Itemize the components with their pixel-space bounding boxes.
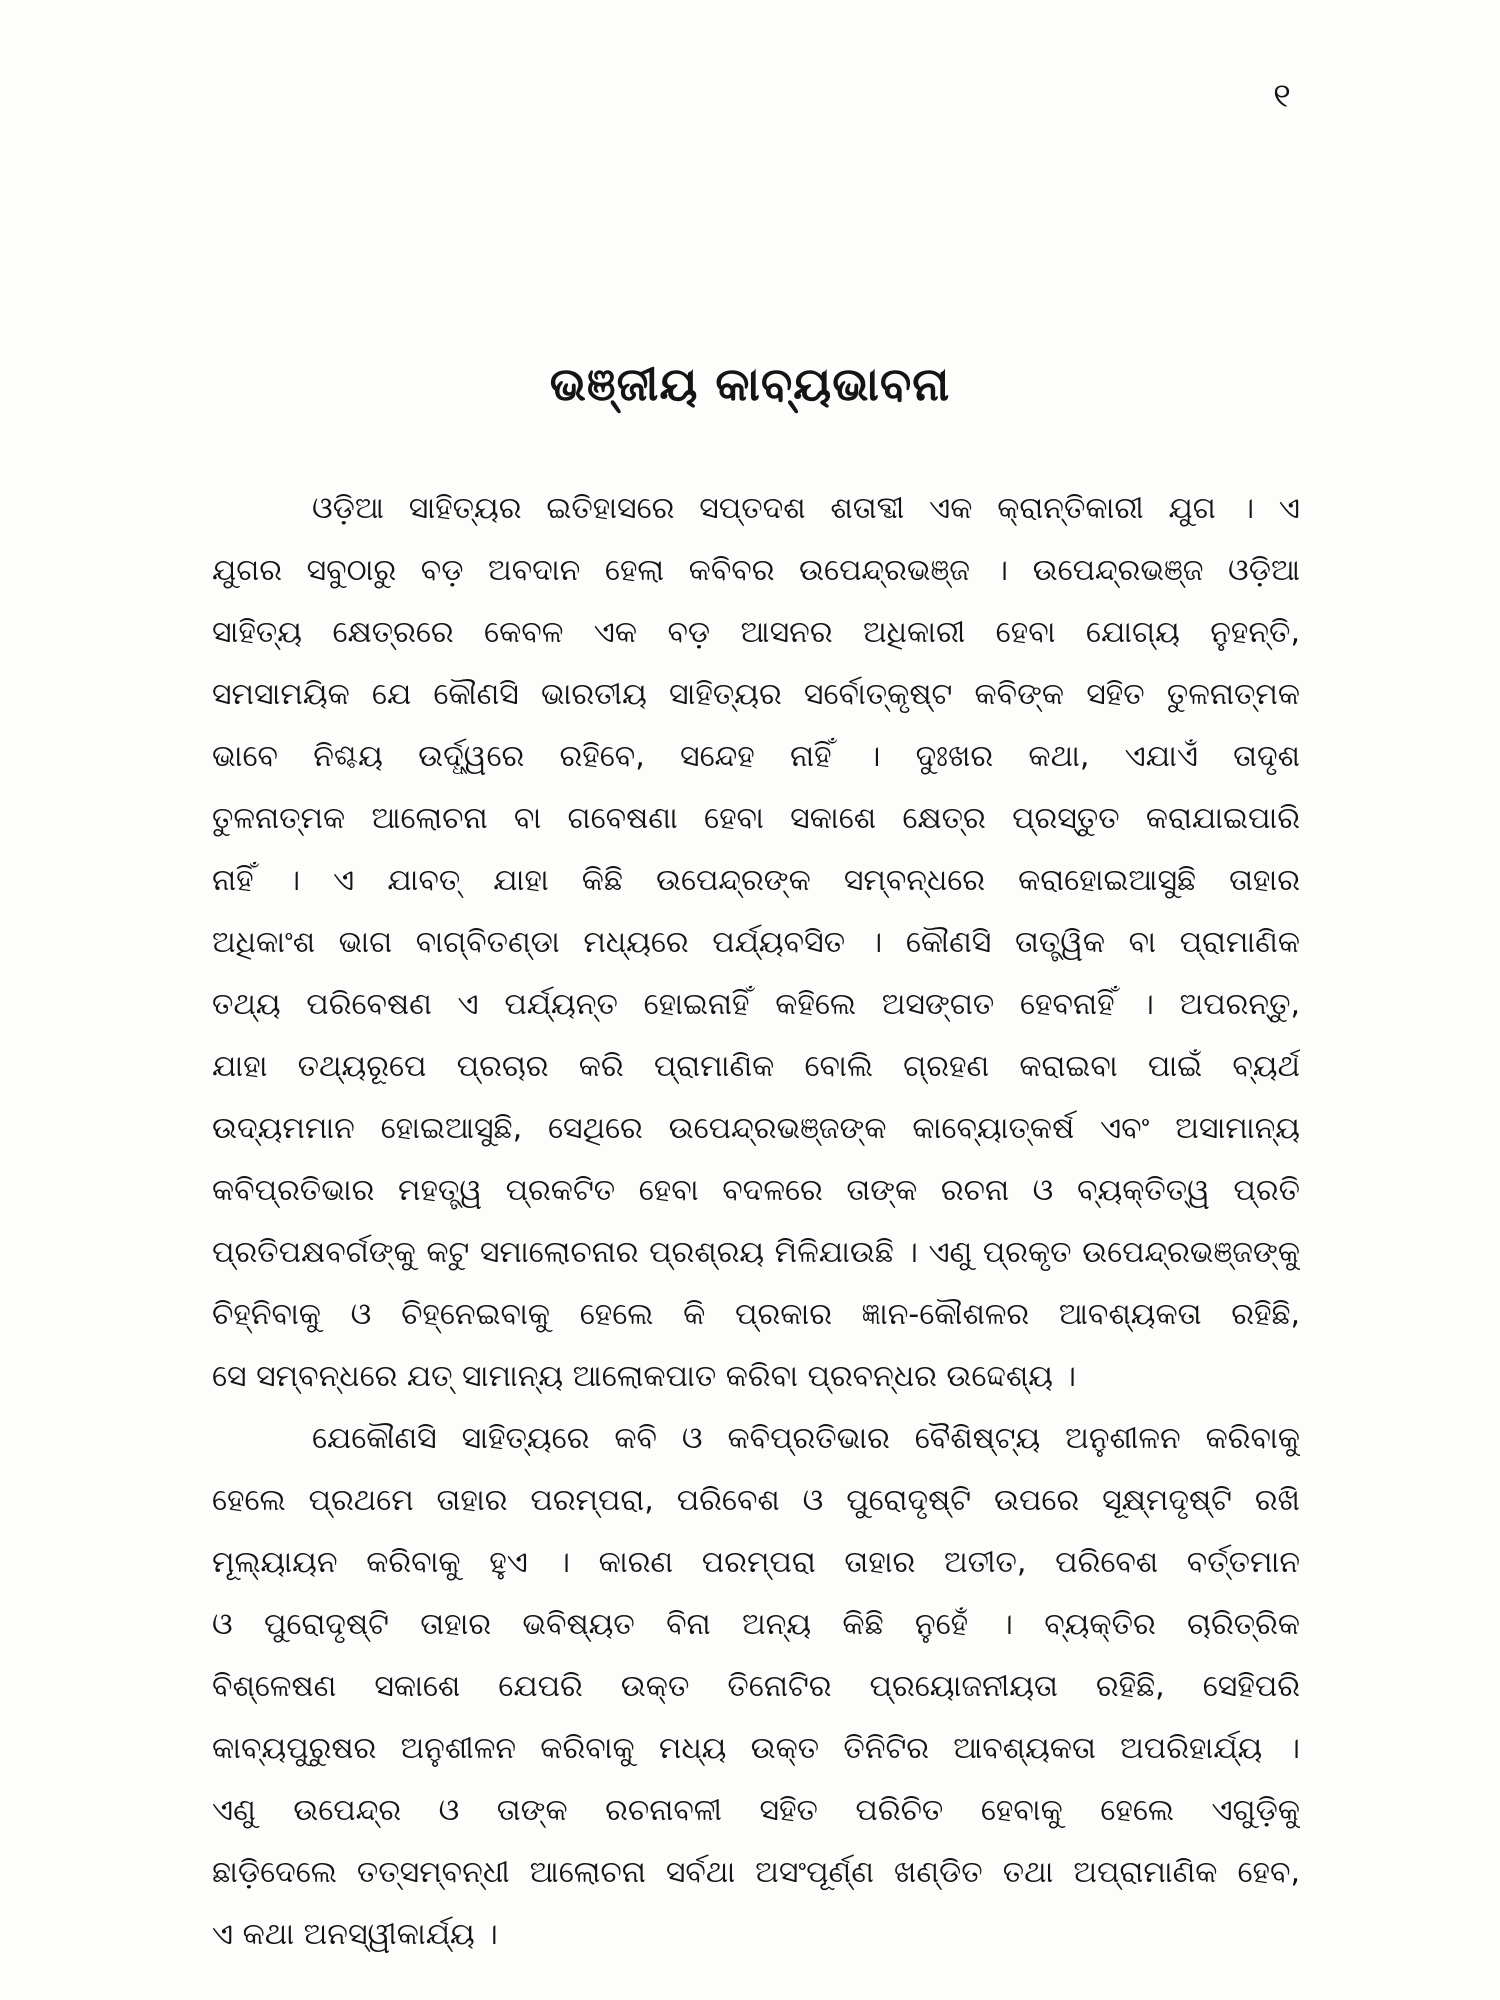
- text-line: ଓଡ଼ିଆ ସାହିତ୍ୟର ଇତିହାସରେ ସପ୍ତଦଶ ଶତାବ୍ଦୀ ଏକ କ୍ରାନ୍ତିକାରୀ ଯୁଗ । ଏ: [312, 491, 1300, 526]
- text-line: ସେ ସମ୍ବନ୍ଧରେ ଯତ୍ ସାମାନ୍ୟ ଆଲୋକପାତ କରିବା ପ୍ରବନ୍ଧର ଉଦ୍ଦେଶ୍ୟ ।: [212, 1359, 1076, 1394]
- text-line: ମୂଲ୍ୟାୟନ କରିବାକୁ ହୁଏ । କାରଣ ପରମ୍ପରା ତାହାର ଅତୀତ, ପରିବେଶ ବର୍ତ୍ତମାନ: [212, 1545, 1300, 1580]
- text-line: ଚିହ୍ନିବାକୁ ଓ ଚିହ୍ନେଇବାକୁ ହେଲେ କି ପ୍ରକାର ଜ୍ଞାନ-କୌଶଳର ଆବଶ୍ୟକତା ରହିଛି,: [212, 1297, 1300, 1332]
- text-line: ଯୁଗର ସବୁଠାରୁ ବଡ଼ ଅବଦାନ ହେଲା କବିବର ଉପେନ୍ଦ୍ରଭଞ୍ଜ । ଉପେନ୍ଦ୍ରଭଞ୍ଜ ଓଡ଼ିଆ: [212, 553, 1300, 588]
- page-number: ୧: [1273, 76, 1291, 116]
- text-line: ସମସାମୟିକ ଯେ କୌଣସି ଭାରତୀୟ ସାହିତ୍ୟର ସର୍ବୋତ୍କୃଷ୍ଟ କବିଙ୍କ ସହିତ ତୁଳନାତ୍ମକ: [212, 677, 1300, 712]
- chapter-title: ଭଞ୍ଜୀୟ କାବ୍ୟଭାବନା: [549, 357, 951, 411]
- text-line: କାବ୍ୟପୁରୁଷର ଅନୁଶୀଳନ କରିବାକୁ ମଧ୍ୟ ଉକ୍ତ ତିନିଟିର ଆବଶ୍ୟକତା ଅପରିହାର୍ଯ୍ୟ ।: [212, 1731, 1300, 1766]
- text-line: ଏ କଥା ଅନସ୍ୱୀକାର୍ଯ୍ୟ ।: [212, 1917, 498, 1952]
- text-line: ଭାବେ ନିଶ୍ଚୟ ଉର୍ଦ୍ଧ୍ୱରେ ରହିବେ, ସନ୍ଦେହ ନାହିଁ । ଦୁଃଖର କଥା, ଏଯାଏଁ ତାଦୃଶ: [212, 739, 1300, 774]
- text-line: ବିଶ୍ଳେଷଣ ସକାଶେ ଯେପରି ଉକ୍ତ ତିନୋଟିର ପ୍ରୟୋଜନୀୟତା ରହିଛି, ସେହିପରି: [212, 1669, 1300, 1704]
- text-line: ଯାହା ତଥ୍ୟରୂପେ ପ୍ରଚାର କରି ପ୍ରାମାଣିକ ବୋଲି ଗ୍ରହଣ କରାଇବା ପାଇଁ ବ୍ୟର୍ଥ: [212, 1049, 1300, 1084]
- text-line: ଅଧିକାଂଶ ଭାଗ ବାଗ୍‌ବିତଣ୍ଡା ମଧ୍ୟରେ ପର୍ଯ୍ୟବସିତ । କୌଣସି ତାତ୍ତ୍ୱିକ ବା ପ୍ରାମାଣିକ: [212, 925, 1300, 960]
- text-line: ତୁଳନାତ୍ମକ ଆଲୋଚନା ବା ଗବେଷଣା ହେବା ସକାଶେ କ୍ଷେତ୍ର ପ୍ରସ୍ତୁତ କରାଯାଇପାରି: [212, 801, 1300, 836]
- text-line: ହେଲେ ପ୍ରଥମେ ତାହାର ପରମ୍ପରା, ପରିବେଶ ଓ ପୁରୋଦୃଷ୍ଟି ଉପରେ ସୂକ୍ଷ୍ମଦୃଷ୍ଟି ରଖି: [212, 1483, 1300, 1518]
- body-text: [212, 478, 1300, 1966]
- text-line: ଯେକୌଣସି ସାହିତ୍ୟରେ କବି ଓ କବିପ୍ରତିଭାର ବୈଶିଷ୍ଟ୍ୟ ଅନୁଶୀଳନ କରିବାକୁ: [312, 1421, 1300, 1456]
- text-line: ଓ ପୁରୋଦୃଷ୍ଟି ତାହାର ଭବିଷ୍ୟତ ବିନା ଅନ୍ୟ କିଛି ନୁହେଁ । ବ୍ୟକ୍ତିର ଚାରିତ୍ରିକ: [212, 1607, 1300, 1642]
- text-line: ପ୍ରତିପକ୍ଷବର୍ଗଙ୍କୁ କଟୁ ସମାଲୋଚନାର ପ୍ରଶ୍ରୟ ମିଳିଯାଉଛି । ଏଣୁ ପ୍ରକୃତ ଉପେନ୍ଦ୍ରଭଞ୍ଜଙ୍କୁ: [212, 1235, 1300, 1270]
- text-line: ନାହିଁ । ଏ ଯାବତ୍ ଯାହା କିଛି ଉପେନ୍ଦ୍ରଙ୍କ ସମ୍ବନ୍ଧରେ କରାହୋଇଆସୁଛି ତାହାର: [212, 863, 1300, 898]
- text-line: ତଥ୍ୟ ପରିବେଷଣ ଏ ପର୍ଯ୍ୟନ୍ତ ହୋଇନାହିଁ କହିଲେ ଅସଙ୍ଗତ ହେବନାହିଁ । ଅପରନ୍ତୁ,: [212, 987, 1300, 1022]
- text-line: କବିପ୍ରତିଭାର ମହତ୍ତ୍ୱ ପ୍ରକଟିତ ହେବା ବଦଳରେ ତାଙ୍କ ରଚନା ଓ ବ୍ୟକ୍ତିତ୍ୱ ପ୍ରତି: [212, 1173, 1300, 1208]
- text-line: ଛାଡ଼ିଦେଲେ ତତ୍‌ସମ୍ବନ୍ଧୀ ଆଲୋଚନା ସର୍ବଥା ଅସଂପୂର୍ଣ୍ଣ ଖଣ୍ଡିତ ତଥା ଅପ୍ରାମାଣିକ ହେବ,: [212, 1855, 1300, 1890]
- text-line: ଉଦ୍ୟମମାନ ହୋଇଆସୁଛି, ସେଥିରେ ଉପେନ୍ଦ୍ରଭଞ୍ଜଙ୍କ କାବ୍ୟୋତ୍କର୍ଷ ଏବଂ ଅସାମାନ୍ୟ: [212, 1111, 1300, 1146]
- text-line: ଏଣୁ ଉପେନ୍ଦ୍ର ଓ ତାଙ୍କ ରଚନାବଳୀ ସହିତ ପରିଚିତ ହେବାକୁ ହେଲେ ଏଗୁଡ଼ିକୁ: [212, 1793, 1300, 1828]
- text-line: ସାହିତ୍ୟ କ୍ଷେତ୍ରରେ କେବଳ ଏକ ବଡ଼ ଆସନର ଅଧିକାରୀ ହେବା ଯୋଗ୍ୟ ନୁହନ୍ତି,: [212, 615, 1300, 650]
